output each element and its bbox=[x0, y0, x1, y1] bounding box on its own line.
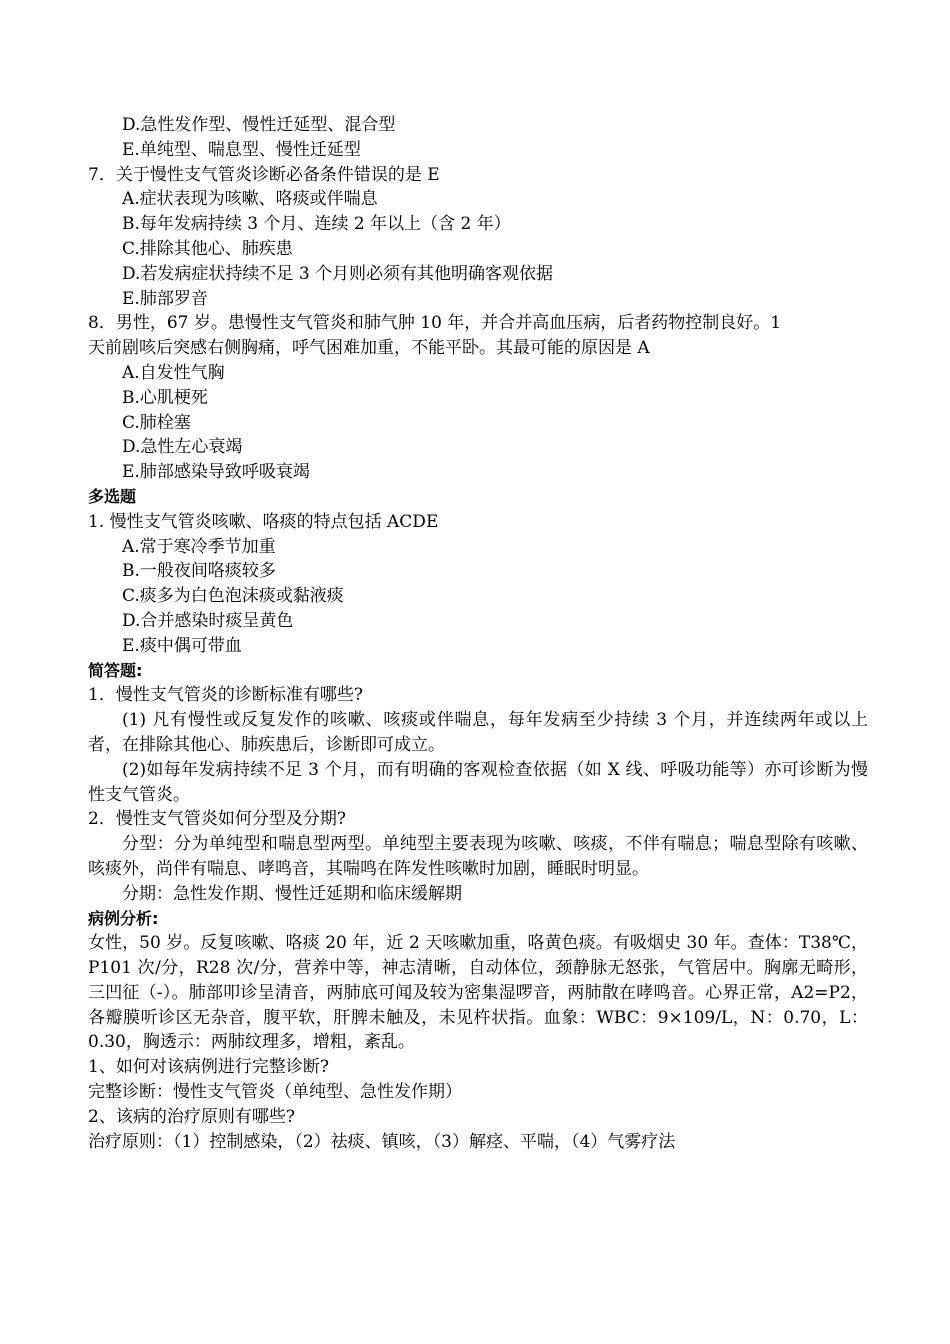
mc-q1-option-a: A.常于寒冷季节加重 bbox=[122, 536, 276, 557]
q7-option-d: D.若发病症状持续不足 3 个月则必须有其他明确客观依据 bbox=[122, 263, 554, 284]
q8-option-b: B.心肌梗死 bbox=[122, 387, 208, 408]
q8-stem-line2: 天前剧咳后突感右侧胸痛，呼气困难加重，不能平卧。其最可能的原因是 A bbox=[88, 338, 650, 359]
q8-option-c: C.肺栓塞 bbox=[122, 412, 191, 433]
sa-q1-paragraph-2: (2)如每年发病持续不足 3 个月，而有明确的客观检查依据（如 X 线、呼吸功能等）亦可诊断为慢性支气管炎。 bbox=[88, 759, 868, 805]
q6-option-d: D.急性发作型、慢性迁延型、混合型 bbox=[122, 115, 396, 135]
case-answer-2: 治疗原则：（1）控制感染，（2）祛痰、镇咳，（3）解痉、平喘，（4）气雾疗法 bbox=[88, 1131, 676, 1152]
mc-q1-option-d: D.合并感染时痰呈黄色 bbox=[122, 610, 294, 631]
q8-stem-line1: 8．男性，67 岁。患慢性支气管炎和肺气肿 10 年，并合并高血压病，后者药物控制良好。1 bbox=[88, 313, 782, 334]
q7-option-a: A.症状表现为咳嗽、咯痰或伴喘息 bbox=[122, 189, 378, 210]
case-answer-1: 完整诊断：慢性支气管炎（单纯型、急性发作期） bbox=[88, 1082, 462, 1103]
q6-option-e: E.单纯型、喘息型、慢性迁延型 bbox=[122, 139, 361, 160]
sa-q1-stem: 1．慢性支气管炎的诊断标准有哪些? bbox=[88, 685, 363, 706]
document-page bbox=[88, 113, 868, 1154]
q7-option-b: B.每年发病持续 3 个月、连续 2 年以上（含 2 年） bbox=[122, 214, 511, 235]
q7-stem: 7．关于慢性支气管炎诊断必备条件错误的是 E bbox=[88, 164, 440, 185]
mc-q1-option-c: C.痰多为白色泡沫痰或黏液痰 bbox=[122, 586, 344, 607]
q8-option-e: E.肺部感染导致呼吸衰竭 bbox=[122, 462, 310, 483]
sa-q2-stem: 2．慢性支气管炎如何分型及分期? bbox=[88, 809, 346, 830]
q7-option-c: C.排除其他心、肺疾患 bbox=[122, 238, 293, 259]
case-analysis-heading: 病例分析: bbox=[88, 908, 159, 928]
mc-q1-option-e: E.痰中偶可带血 bbox=[122, 635, 242, 656]
q8-option-d: D.急性左心衰竭 bbox=[122, 437, 243, 458]
case-question-1: 1、如何对该病例进行完整诊断? bbox=[88, 1057, 329, 1078]
mc-q1-option-b: B.一般夜间咯痰较多 bbox=[122, 561, 276, 582]
case-question-2: 2、该病的治疗原则有哪些? bbox=[88, 1106, 295, 1127]
mc-q1-stem: 1. 慢性支气管炎咳嗽、咯痰的特点包括 ACDE bbox=[88, 511, 439, 532]
multi-choice-heading: 多选题 bbox=[88, 486, 137, 506]
q8-option-a: A.自发性气胸 bbox=[122, 362, 225, 383]
q7-option-e: E.肺部罗音 bbox=[122, 288, 208, 309]
sa-q1-paragraph-1: (1) 凡有慢性或反复发作的咳嗽、咳痰或伴喘息，每年发病至少持续 3 个月，并连续两年或以上者，在排除其他心、肺疾患后，诊断即可成立。 bbox=[88, 710, 868, 755]
case-body: 女性，50 岁。反复咳嗽、咯痰 20 年，近 2 天咳嗽加重，咯黄色痰。有吸烟史 30 年。查体：T38℃，P101 次/分，R28 次/分，营养中等，神志清晰，自动体位，颈静脉无怒张，气管居中。胸廓无畸形，三凹征（-）。肺部叩诊呈清音，两肺底可闻及较为密集湿啰音，两肺散在哮鸣音。心界正常，A2=P2，各瓣膜听诊区无杂音，腹平软，肝脾未触及，未见杵状指。血象：WBC：9×109/L，N：0.70，L：0.30，胸透示：两肺纹理多，增粗，紊乱。 bbox=[88, 933, 868, 1053]
sa-q2-paragraph-1: 分型：分为单纯型和喘息型两型。单纯型主要表现为咳嗽、咳痰，不伴有喘息；喘息型除有咳嗽、咳痰外，尚伴有喘息、哮鸣音，其喘鸣在阵发性咳嗽时加剧，睡眠时明显。 bbox=[88, 834, 868, 879]
sa-q2-paragraph-2: 分期：急性发作期、慢性迁延期和临床缓解期 bbox=[122, 883, 462, 904]
short-answer-heading: 简答题: bbox=[88, 660, 143, 680]
